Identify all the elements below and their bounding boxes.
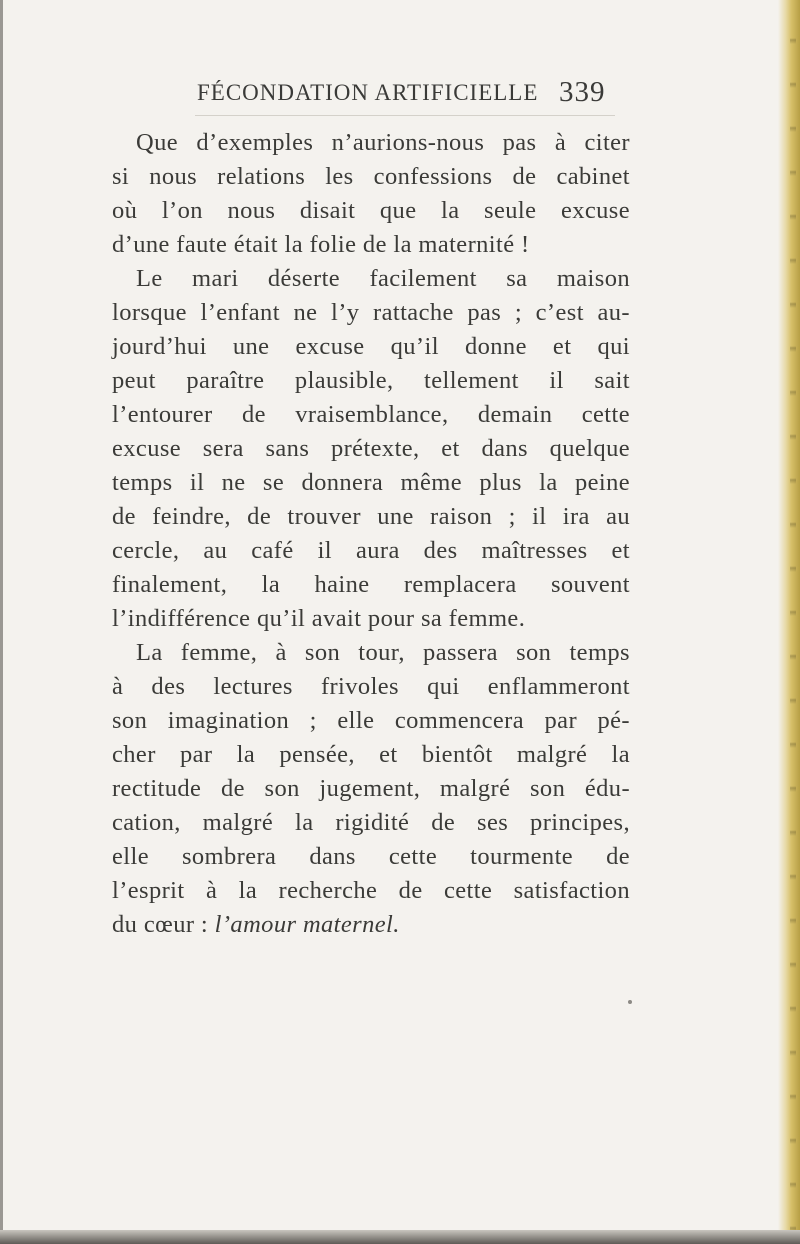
- page-left-edge: [0, 0, 3, 1244]
- text-line: elle sombrera dans cette tourmente de: [112, 843, 630, 870]
- page-bottom-edge: [0, 1230, 800, 1244]
- text-line-final: [112, 908, 630, 942]
- text-line: de feindre, de trouver une raison ; il ira au: [112, 503, 630, 530]
- text-line: son imagination ; elle commencera par pé-: [112, 707, 630, 734]
- header-rule: [195, 115, 615, 116]
- text-line: l’esprit à la recherche de cette satisfaction: [112, 877, 630, 904]
- text-line: cercle, au café il aura des maîtresses et: [112, 537, 630, 564]
- running-head: [0, 76, 800, 120]
- text-line: lorsque l’enfant ne l’y rattache pas ; c’est au-: [112, 299, 630, 326]
- text-line: rectitude de son jugement, malgré son édu-: [112, 775, 630, 802]
- text-line: si nous relations les confessions de cabinet: [112, 163, 630, 190]
- text-line: l’indifférence qu’il avait pour sa femme.: [112, 605, 526, 632]
- text-line: finalement, la haine remplacera souvent: [112, 571, 630, 598]
- text-line: Que d’exemples n’aurions-nous pas à citer: [136, 129, 630, 156]
- text-line: cation, malgré la rigidité de ses principes,: [112, 809, 630, 836]
- book-binding-texture: [790, 0, 796, 1244]
- book-binding-edge: [778, 0, 800, 1244]
- text-line: excuse sera sans prétexte, et dans quelque: [112, 435, 630, 462]
- text-line: temps il ne se donnera même plus la peine: [112, 469, 630, 496]
- text-line: jourd’hui une excuse qu’il donne et qui: [112, 333, 630, 360]
- text-line: l’entourer de vraisemblance, demain cette: [112, 401, 630, 428]
- chapter-title: FÉCONDATION ARTIFICIELLE: [197, 80, 539, 105]
- text-line: La femme, à son tour, passera son temps: [136, 639, 630, 666]
- final-line-italic: l’amour maternel.: [214, 911, 400, 938]
- text-line: peut paraître plausible, tellement il sait: [112, 367, 630, 394]
- paper-speck: [628, 1000, 632, 1004]
- text-line: où l’on nous disait que la seule excuse: [112, 197, 630, 224]
- final-line-text: du cœur :: [112, 911, 215, 938]
- text-line: cher par la pensée, et bientôt malgré la: [112, 741, 630, 768]
- text-line: Le mari déserte facilement sa maison: [136, 265, 630, 292]
- body-text: [112, 126, 630, 942]
- page-number: 339: [559, 76, 606, 108]
- text-line: à des lectures frivoles qui enflammeront: [112, 673, 630, 700]
- text-line: d’une faute était la folie de la maternité !: [112, 231, 530, 258]
